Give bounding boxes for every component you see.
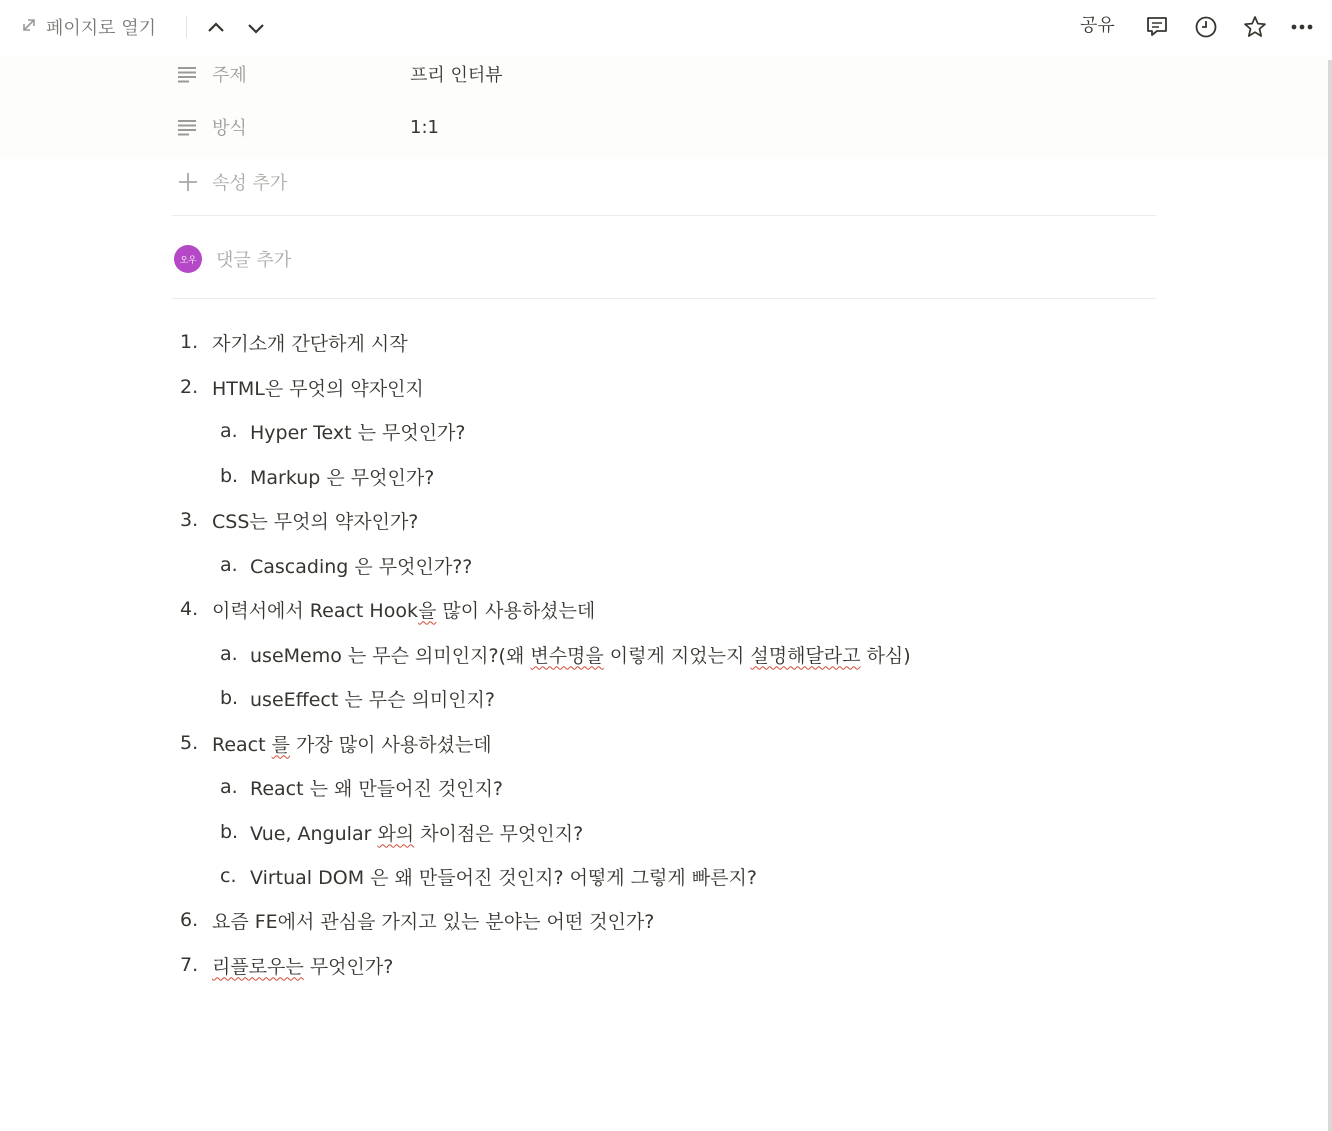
list-number: c. xyxy=(220,865,237,887)
top-bar xyxy=(0,0,1332,56)
add-property-label: 속성 추가 xyxy=(212,173,288,194)
list-item[interactable] xyxy=(220,545,472,585)
list-text xyxy=(250,819,583,846)
text-segment: Vue, Angular xyxy=(250,822,378,845)
list-text: Virtual DOM 은 왜 만들어진 것인지? 어떻게 그렇게 빠른지? xyxy=(250,866,757,889)
list-text: Hyper Text 는 무엇인가? xyxy=(250,421,466,444)
list-number: b. xyxy=(220,465,239,487)
comment-placeholder: 댓글 추가 xyxy=(216,250,292,271)
list-item[interactable] xyxy=(180,500,418,540)
list-text: HTML은 무엇의 약자인지 xyxy=(212,377,424,400)
list-item[interactable] xyxy=(220,678,495,718)
spellcheck-word: 설명해달라고 xyxy=(750,644,861,667)
spellcheck-word: 을 xyxy=(417,599,437,622)
expand-icon xyxy=(20,16,38,39)
list-item[interactable] xyxy=(180,367,424,407)
list-text xyxy=(212,596,595,623)
list-number: a. xyxy=(220,420,238,442)
text-lines-icon xyxy=(176,63,198,85)
text-segment: 차이점은 무엇인지? xyxy=(414,822,584,845)
list-number: b. xyxy=(220,687,239,709)
list-item[interactable] xyxy=(180,723,492,763)
list-number: 4. xyxy=(180,598,199,620)
list-item[interactable] xyxy=(220,411,466,451)
list-text: CSS는 무엇의 약자인가? xyxy=(212,510,419,533)
list-text xyxy=(212,730,492,757)
list-item[interactable] xyxy=(180,945,393,985)
more-options-button[interactable] xyxy=(1287,12,1317,42)
property-value[interactable]: 프리 인터뷰 xyxy=(410,65,503,86)
list-number: a. xyxy=(220,776,238,798)
favorite-button[interactable] xyxy=(1240,12,1270,42)
scrollbar[interactable] xyxy=(1328,60,1332,1131)
comment-icon xyxy=(1144,14,1170,40)
spellcheck-word: 리플로우는 xyxy=(212,955,304,978)
list-number: 2. xyxy=(180,376,199,398)
list-text: 자기소개 간단하게 시작 xyxy=(212,332,408,355)
divider xyxy=(172,215,1156,216)
property-name: 주제 xyxy=(212,65,247,86)
list-text xyxy=(250,641,911,668)
list-item[interactable] xyxy=(220,767,503,807)
text-segment: useMemo 는 무슨 의미인지?(왜 xyxy=(250,644,531,667)
list-number: b. xyxy=(220,821,239,843)
toolbar-divider xyxy=(186,16,187,38)
text-segment: 가장 많이 사용하셨는데 xyxy=(289,733,492,756)
more-icon xyxy=(1289,14,1315,40)
avatar: 오우 xyxy=(174,245,202,273)
property-row-method[interactable] xyxy=(176,109,1156,145)
list-item[interactable] xyxy=(220,456,434,496)
add-property-button[interactable] xyxy=(176,166,287,198)
previous-page-button[interactable] xyxy=(201,13,231,43)
property-name: 방식 xyxy=(212,118,247,139)
spellcheck-word: 변수명을 xyxy=(530,644,604,667)
list-number: a. xyxy=(220,554,238,576)
spellcheck-word: 와의 xyxy=(377,822,415,845)
add-comment-field[interactable] xyxy=(174,243,291,275)
clock-icon xyxy=(1193,14,1219,40)
updates-button[interactable] xyxy=(1191,12,1221,42)
plus-icon xyxy=(176,170,200,194)
next-page-button[interactable] xyxy=(241,13,271,43)
list-number: 1. xyxy=(180,331,199,353)
open-as-page-label: 페이지로 열기 xyxy=(46,18,157,39)
list-text: 요즘 FE에서 관심을 가지고 있는 분야는 어떤 것인가? xyxy=(212,910,655,933)
list-number: 6. xyxy=(180,909,199,931)
text-segment: 이력서에서 React Hook xyxy=(212,599,418,622)
list-number: 3. xyxy=(180,509,199,531)
list-item[interactable] xyxy=(220,812,583,852)
star-icon xyxy=(1242,14,1268,40)
spellcheck-word: 를 xyxy=(271,733,290,756)
list-text: React 는 왜 만들어진 것인지? xyxy=(250,777,504,800)
text-lines-icon xyxy=(176,116,198,138)
property-value[interactable]: 1:1 xyxy=(410,116,439,138)
list-text: Cascading 은 무엇인가?? xyxy=(250,555,473,578)
list-number: a. xyxy=(220,643,238,665)
list-item[interactable] xyxy=(220,856,757,896)
list-number: 7. xyxy=(180,954,199,976)
text-segment: 많이 사용하셨는데 xyxy=(436,599,596,622)
list-item[interactable] xyxy=(220,634,911,674)
list-text xyxy=(212,952,393,979)
chevron-down-icon xyxy=(246,18,266,38)
list-item[interactable] xyxy=(180,589,595,629)
list-number: 5. xyxy=(180,732,199,754)
list-item[interactable] xyxy=(180,322,408,362)
text-segment: 무엇인가? xyxy=(303,955,394,978)
text-segment: 하심) xyxy=(860,644,911,667)
share-button[interactable]: 공유 xyxy=(1080,15,1115,36)
list-text: Markup 은 무엇인가? xyxy=(250,466,435,489)
text-segment: React xyxy=(212,733,272,756)
list-item[interactable] xyxy=(180,900,654,940)
list-text: useEffect 는 무슨 의미인지? xyxy=(250,688,495,711)
open-as-page-button[interactable] xyxy=(20,14,156,40)
comments-button[interactable] xyxy=(1142,12,1172,42)
chevron-up-icon xyxy=(206,18,226,38)
text-segment: 이렇게 지었는지 xyxy=(603,644,751,667)
property-row-topic[interactable] xyxy=(176,56,1156,92)
divider xyxy=(172,298,1156,299)
